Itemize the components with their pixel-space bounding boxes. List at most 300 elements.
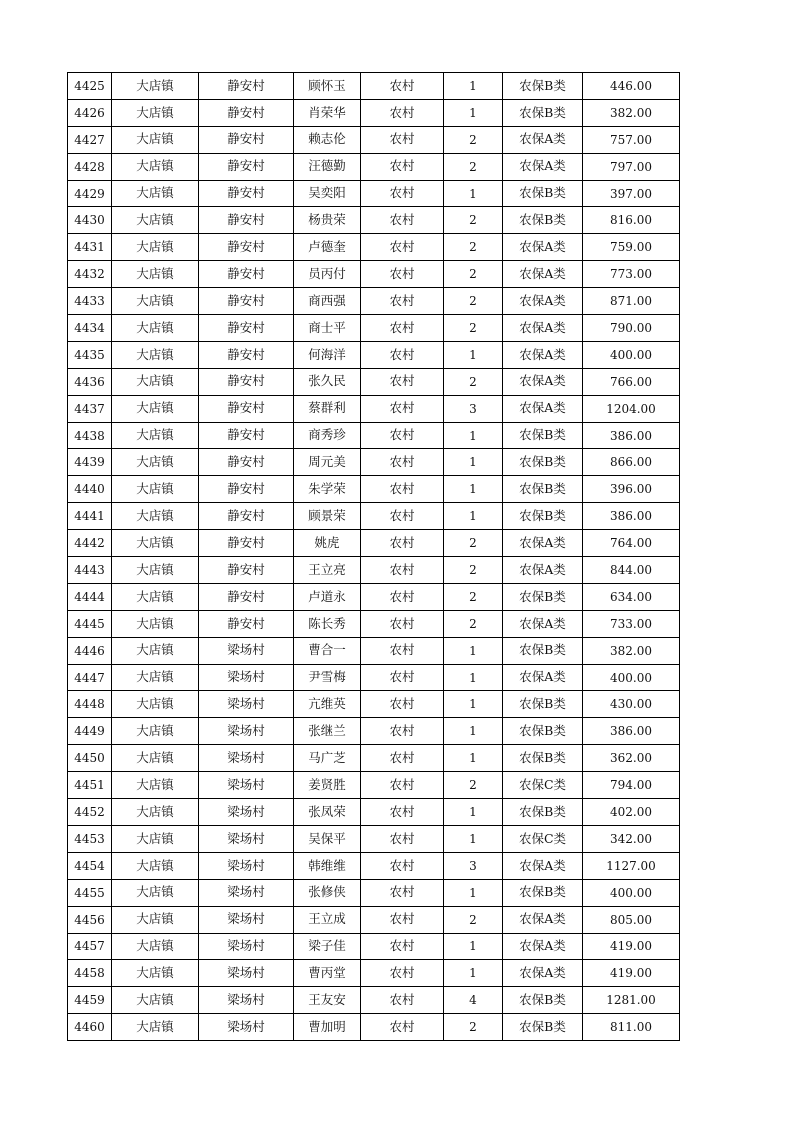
member-count-cell: 1: [444, 99, 503, 126]
town-cell: 大店镇: [112, 557, 199, 584]
village-cell: 梁场村: [199, 718, 294, 745]
amount-cell: 733.00: [583, 610, 680, 637]
name-cell: 蔡群利: [294, 395, 361, 422]
village-cell: 静安村: [199, 315, 294, 342]
table-row: [68, 745, 680, 772]
amount-cell: 1127.00: [583, 852, 680, 879]
member-count-cell: 1: [444, 503, 503, 530]
member-count-cell: 2: [444, 261, 503, 288]
amount-cell: 805.00: [583, 906, 680, 933]
member-count-cell: 2: [444, 1014, 503, 1041]
table-row: [68, 610, 680, 637]
household-type-cell: 农村: [361, 691, 444, 718]
name-cell: 汪德勤: [294, 153, 361, 180]
amount-cell: 419.00: [583, 933, 680, 960]
member-count-cell: 2: [444, 610, 503, 637]
name-cell: 张久民: [294, 368, 361, 395]
record-number: 4454: [68, 852, 112, 879]
household-type-cell: 农村: [361, 261, 444, 288]
town-cell: 大店镇: [112, 180, 199, 207]
amount-cell: 446.00: [583, 73, 680, 100]
record-number: 4451: [68, 772, 112, 799]
member-count-cell: 1: [444, 691, 503, 718]
table-row: [68, 368, 680, 395]
village-cell: 梁场村: [199, 987, 294, 1014]
village-cell: 静安村: [199, 368, 294, 395]
member-count-cell: 1: [444, 422, 503, 449]
household-type-cell: 农村: [361, 207, 444, 234]
member-count-cell: 1: [444, 476, 503, 503]
table-row: [68, 153, 680, 180]
table-row: [68, 933, 680, 960]
name-cell: 王友安: [294, 987, 361, 1014]
member-count-cell: 1: [444, 73, 503, 100]
household-type-cell: 农村: [361, 637, 444, 664]
member-count-cell: 2: [444, 315, 503, 342]
insurance-class-cell: 农保B类: [503, 207, 583, 234]
insurance-class-cell: 农保A类: [503, 234, 583, 261]
village-cell: 静安村: [199, 583, 294, 610]
table-row: [68, 288, 680, 315]
insurance-class-cell: 农保B类: [503, 99, 583, 126]
insurance-class-cell: 农保A类: [503, 852, 583, 879]
table-row: [68, 664, 680, 691]
member-count-cell: 1: [444, 825, 503, 852]
amount-cell: 766.00: [583, 368, 680, 395]
name-cell: 商秀珍: [294, 422, 361, 449]
name-cell: 尹雪梅: [294, 664, 361, 691]
household-type-cell: 农村: [361, 368, 444, 395]
town-cell: 大店镇: [112, 503, 199, 530]
name-cell: 员丙付: [294, 261, 361, 288]
village-cell: 梁场村: [199, 960, 294, 987]
name-cell: 朱学荣: [294, 476, 361, 503]
village-cell: 梁场村: [199, 879, 294, 906]
member-count-cell: 1: [444, 799, 503, 826]
insurance-class-cell: 农保B类: [503, 1014, 583, 1041]
record-number: 4437: [68, 395, 112, 422]
record-number: 4434: [68, 315, 112, 342]
village-cell: 梁场村: [199, 933, 294, 960]
insurance-class-cell: 农保B类: [503, 583, 583, 610]
amount-cell: 773.00: [583, 261, 680, 288]
village-cell: 梁场村: [199, 825, 294, 852]
record-number: 4453: [68, 825, 112, 852]
village-cell: 静安村: [199, 153, 294, 180]
town-cell: 大店镇: [112, 772, 199, 799]
name-cell: 周元美: [294, 449, 361, 476]
insurance-class-cell: 农保B类: [503, 503, 583, 530]
record-number: 4446: [68, 637, 112, 664]
record-number: 4429: [68, 180, 112, 207]
household-type-cell: 农村: [361, 153, 444, 180]
amount-cell: 757.00: [583, 126, 680, 153]
record-number: 4443: [68, 557, 112, 584]
insurance-class-cell: 农保C类: [503, 825, 583, 852]
amount-cell: 400.00: [583, 879, 680, 906]
insurance-class-cell: 农保B类: [503, 987, 583, 1014]
village-cell: 静安村: [199, 395, 294, 422]
name-cell: 王立亮: [294, 557, 361, 584]
insurance-class-cell: 农保A类: [503, 261, 583, 288]
village-cell: 静安村: [199, 449, 294, 476]
amount-cell: 759.00: [583, 234, 680, 261]
insurance-class-cell: 农保A类: [503, 906, 583, 933]
insurance-class-cell: 农保A类: [503, 530, 583, 557]
member-count-cell: 1: [444, 879, 503, 906]
amount-cell: 419.00: [583, 960, 680, 987]
table-row: [68, 557, 680, 584]
record-number: 4460: [68, 1014, 112, 1041]
household-type-cell: 农村: [361, 825, 444, 852]
table-row: [68, 530, 680, 557]
record-number: 4459: [68, 987, 112, 1014]
household-type-cell: 农村: [361, 799, 444, 826]
amount-cell: 397.00: [583, 180, 680, 207]
amount-cell: 396.00: [583, 476, 680, 503]
town-cell: 大店镇: [112, 610, 199, 637]
amount-cell: 430.00: [583, 691, 680, 718]
town-cell: 大店镇: [112, 315, 199, 342]
member-count-cell: 2: [444, 126, 503, 153]
village-cell: 梁场村: [199, 637, 294, 664]
name-cell: 何海洋: [294, 341, 361, 368]
household-type-cell: 农村: [361, 449, 444, 476]
household-type-cell: 农村: [361, 315, 444, 342]
amount-cell: 811.00: [583, 1014, 680, 1041]
household-type-cell: 农村: [361, 933, 444, 960]
household-type-cell: 农村: [361, 960, 444, 987]
table-row: [68, 1014, 680, 1041]
insurance-class-cell: 农保B类: [503, 691, 583, 718]
record-number: 4456: [68, 906, 112, 933]
household-type-cell: 农村: [361, 745, 444, 772]
member-count-cell: 2: [444, 772, 503, 799]
record-number: 4445: [68, 610, 112, 637]
village-cell: 梁场村: [199, 664, 294, 691]
insurance-class-cell: 农保A类: [503, 933, 583, 960]
village-cell: 静安村: [199, 610, 294, 637]
amount-cell: 342.00: [583, 825, 680, 852]
town-cell: 大店镇: [112, 341, 199, 368]
insurance-class-cell: 农保B类: [503, 449, 583, 476]
insurance-class-cell: 农保A类: [503, 960, 583, 987]
roster-body: [68, 73, 680, 1041]
town-cell: 大店镇: [112, 637, 199, 664]
town-cell: 大店镇: [112, 852, 199, 879]
insurance-class-cell: 农保B类: [503, 476, 583, 503]
town-cell: 大店镇: [112, 449, 199, 476]
town-cell: 大店镇: [112, 718, 199, 745]
name-cell: 姜贤胜: [294, 772, 361, 799]
table-row: [68, 960, 680, 987]
name-cell: 张凤荣: [294, 799, 361, 826]
village-cell: 静安村: [199, 180, 294, 207]
household-type-cell: 农村: [361, 341, 444, 368]
village-cell: 梁场村: [199, 1014, 294, 1041]
member-count-cell: 2: [444, 207, 503, 234]
member-count-cell: 2: [444, 288, 503, 315]
amount-cell: 1204.00: [583, 395, 680, 422]
insurance-class-cell: 农保C类: [503, 772, 583, 799]
record-number: 4440: [68, 476, 112, 503]
name-cell: 卢德奎: [294, 234, 361, 261]
insurance-class-cell: 农保A类: [503, 557, 583, 584]
household-type-cell: 农村: [361, 906, 444, 933]
insurance-class-cell: 农保A类: [503, 341, 583, 368]
table-row: [68, 449, 680, 476]
amount-cell: 400.00: [583, 341, 680, 368]
insurance-class-cell: 农保B类: [503, 718, 583, 745]
household-type-cell: 农村: [361, 610, 444, 637]
household-type-cell: 农村: [361, 879, 444, 906]
record-number: 4431: [68, 234, 112, 261]
town-cell: 大店镇: [112, 987, 199, 1014]
village-cell: 静安村: [199, 99, 294, 126]
household-type-cell: 农村: [361, 503, 444, 530]
town-cell: 大店镇: [112, 530, 199, 557]
village-cell: 静安村: [199, 288, 294, 315]
table-row: [68, 341, 680, 368]
village-cell: 静安村: [199, 422, 294, 449]
household-type-cell: 农村: [361, 395, 444, 422]
household-type-cell: 农村: [361, 557, 444, 584]
town-cell: 大店镇: [112, 825, 199, 852]
village-cell: 梁场村: [199, 691, 294, 718]
insurance-class-cell: 农保A类: [503, 610, 583, 637]
village-cell: 梁场村: [199, 745, 294, 772]
table-row: [68, 637, 680, 664]
amount-cell: 386.00: [583, 503, 680, 530]
table-row: [68, 180, 680, 207]
household-type-cell: 农村: [361, 664, 444, 691]
town-cell: 大店镇: [112, 368, 199, 395]
insurance-class-cell: 农保A类: [503, 315, 583, 342]
name-cell: 梁子佳: [294, 933, 361, 960]
table-row: [68, 261, 680, 288]
name-cell: 顾怀玉: [294, 73, 361, 100]
town-cell: 大店镇: [112, 395, 199, 422]
town-cell: 大店镇: [112, 234, 199, 261]
village-cell: 静安村: [199, 261, 294, 288]
table-row: [68, 852, 680, 879]
town-cell: 大店镇: [112, 207, 199, 234]
table-row: [68, 395, 680, 422]
town-cell: 大店镇: [112, 126, 199, 153]
insurance-class-cell: 农保B类: [503, 745, 583, 772]
member-count-cell: 3: [444, 395, 503, 422]
table-row: [68, 73, 680, 100]
member-count-cell: 1: [444, 718, 503, 745]
record-number: 4455: [68, 879, 112, 906]
household-type-cell: 农村: [361, 288, 444, 315]
village-cell: 梁场村: [199, 772, 294, 799]
town-cell: 大店镇: [112, 745, 199, 772]
member-count-cell: 2: [444, 583, 503, 610]
amount-cell: 400.00: [583, 664, 680, 691]
record-number: 4438: [68, 422, 112, 449]
village-cell: 梁场村: [199, 906, 294, 933]
name-cell: 卢道永: [294, 583, 361, 610]
record-number: 4432: [68, 261, 112, 288]
amount-cell: 790.00: [583, 315, 680, 342]
village-cell: 静安村: [199, 207, 294, 234]
table-row: [68, 207, 680, 234]
village-cell: 静安村: [199, 530, 294, 557]
amount-cell: 362.00: [583, 745, 680, 772]
amount-cell: 1281.00: [583, 987, 680, 1014]
table-row: [68, 583, 680, 610]
town-cell: 大店镇: [112, 906, 199, 933]
town-cell: 大店镇: [112, 476, 199, 503]
household-type-cell: 农村: [361, 530, 444, 557]
household-type-cell: 农村: [361, 583, 444, 610]
household-type-cell: 农村: [361, 73, 444, 100]
table-row: [68, 691, 680, 718]
record-number: 4436: [68, 368, 112, 395]
household-type-cell: 农村: [361, 987, 444, 1014]
household-type-cell: 农村: [361, 718, 444, 745]
record-number: 4427: [68, 126, 112, 153]
name-cell: 商士平: [294, 315, 361, 342]
village-cell: 静安村: [199, 341, 294, 368]
amount-cell: 382.00: [583, 637, 680, 664]
member-count-cell: 3: [444, 852, 503, 879]
town-cell: 大店镇: [112, 799, 199, 826]
member-count-cell: 1: [444, 341, 503, 368]
name-cell: 韩维维: [294, 852, 361, 879]
household-type-cell: 农村: [361, 1014, 444, 1041]
town-cell: 大店镇: [112, 664, 199, 691]
table-row: [68, 315, 680, 342]
insurance-class-cell: 农保A类: [503, 368, 583, 395]
town-cell: 大店镇: [112, 153, 199, 180]
member-count-cell: 1: [444, 960, 503, 987]
member-count-cell: 1: [444, 449, 503, 476]
village-cell: 梁场村: [199, 799, 294, 826]
town-cell: 大店镇: [112, 73, 199, 100]
town-cell: 大店镇: [112, 933, 199, 960]
amount-cell: 844.00: [583, 557, 680, 584]
amount-cell: 794.00: [583, 772, 680, 799]
amount-cell: 816.00: [583, 207, 680, 234]
roster-table: [67, 72, 680, 1041]
record-number: 4447: [68, 664, 112, 691]
name-cell: 张继兰: [294, 718, 361, 745]
insurance-class-cell: 农保B类: [503, 879, 583, 906]
town-cell: 大店镇: [112, 422, 199, 449]
town-cell: 大店镇: [112, 879, 199, 906]
household-type-cell: 农村: [361, 476, 444, 503]
amount-cell: 866.00: [583, 449, 680, 476]
table-row: [68, 126, 680, 153]
record-number: 4458: [68, 960, 112, 987]
amount-cell: 386.00: [583, 718, 680, 745]
record-number: 4452: [68, 799, 112, 826]
table-row: [68, 825, 680, 852]
village-cell: 静安村: [199, 476, 294, 503]
insurance-class-cell: 农保B类: [503, 637, 583, 664]
amount-cell: 386.00: [583, 422, 680, 449]
record-number: 4449: [68, 718, 112, 745]
insurance-class-cell: 农保B类: [503, 799, 583, 826]
member-count-cell: 2: [444, 906, 503, 933]
village-cell: 静安村: [199, 126, 294, 153]
town-cell: 大店镇: [112, 261, 199, 288]
name-cell: 吴奕阳: [294, 180, 361, 207]
name-cell: 亢维英: [294, 691, 361, 718]
insurance-class-cell: 农保A类: [503, 153, 583, 180]
name-cell: 陈长秀: [294, 610, 361, 637]
table-row: [68, 906, 680, 933]
name-cell: 马广芝: [294, 745, 361, 772]
member-count-cell: 4: [444, 987, 503, 1014]
insurance-class-cell: 农保A类: [503, 395, 583, 422]
household-type-cell: 农村: [361, 772, 444, 799]
insurance-class-cell: 农保B类: [503, 73, 583, 100]
name-cell: 商西强: [294, 288, 361, 315]
town-cell: 大店镇: [112, 583, 199, 610]
village-cell: 静安村: [199, 234, 294, 261]
amount-cell: 797.00: [583, 153, 680, 180]
name-cell: 吴保平: [294, 825, 361, 852]
record-number: 4425: [68, 73, 112, 100]
name-cell: 王立成: [294, 906, 361, 933]
name-cell: 曹丙堂: [294, 960, 361, 987]
household-type-cell: 农村: [361, 422, 444, 449]
member-count-cell: 1: [444, 664, 503, 691]
household-type-cell: 农村: [361, 234, 444, 261]
name-cell: 肖荣华: [294, 99, 361, 126]
table-row: [68, 99, 680, 126]
record-number: 4441: [68, 503, 112, 530]
record-number: 4444: [68, 583, 112, 610]
member-count-cell: 1: [444, 180, 503, 207]
table-row: [68, 234, 680, 261]
member-count-cell: 1: [444, 637, 503, 664]
amount-cell: 634.00: [583, 583, 680, 610]
table-row: [68, 422, 680, 449]
member-count-cell: 2: [444, 234, 503, 261]
record-number: 4439: [68, 449, 112, 476]
town-cell: 大店镇: [112, 1014, 199, 1041]
table-row: [68, 503, 680, 530]
household-type-cell: 农村: [361, 126, 444, 153]
amount-cell: 871.00: [583, 288, 680, 315]
record-number: 4428: [68, 153, 112, 180]
amount-cell: 402.00: [583, 799, 680, 826]
record-number: 4450: [68, 745, 112, 772]
record-number: 4435: [68, 341, 112, 368]
household-type-cell: 农村: [361, 852, 444, 879]
name-cell: 曹加明: [294, 1014, 361, 1041]
name-cell: 顾景荣: [294, 503, 361, 530]
member-count-cell: 1: [444, 933, 503, 960]
record-number: 4433: [68, 288, 112, 315]
household-type-cell: 农村: [361, 99, 444, 126]
insurance-class-cell: 农保A类: [503, 126, 583, 153]
table-row: [68, 879, 680, 906]
name-cell: 张修侠: [294, 879, 361, 906]
town-cell: 大店镇: [112, 960, 199, 987]
town-cell: 大店镇: [112, 288, 199, 315]
record-number: 4430: [68, 207, 112, 234]
insurance-class-cell: 农保B类: [503, 422, 583, 449]
name-cell: 杨贵荣: [294, 207, 361, 234]
table-row: [68, 799, 680, 826]
amount-cell: 382.00: [583, 99, 680, 126]
village-cell: 静安村: [199, 73, 294, 100]
